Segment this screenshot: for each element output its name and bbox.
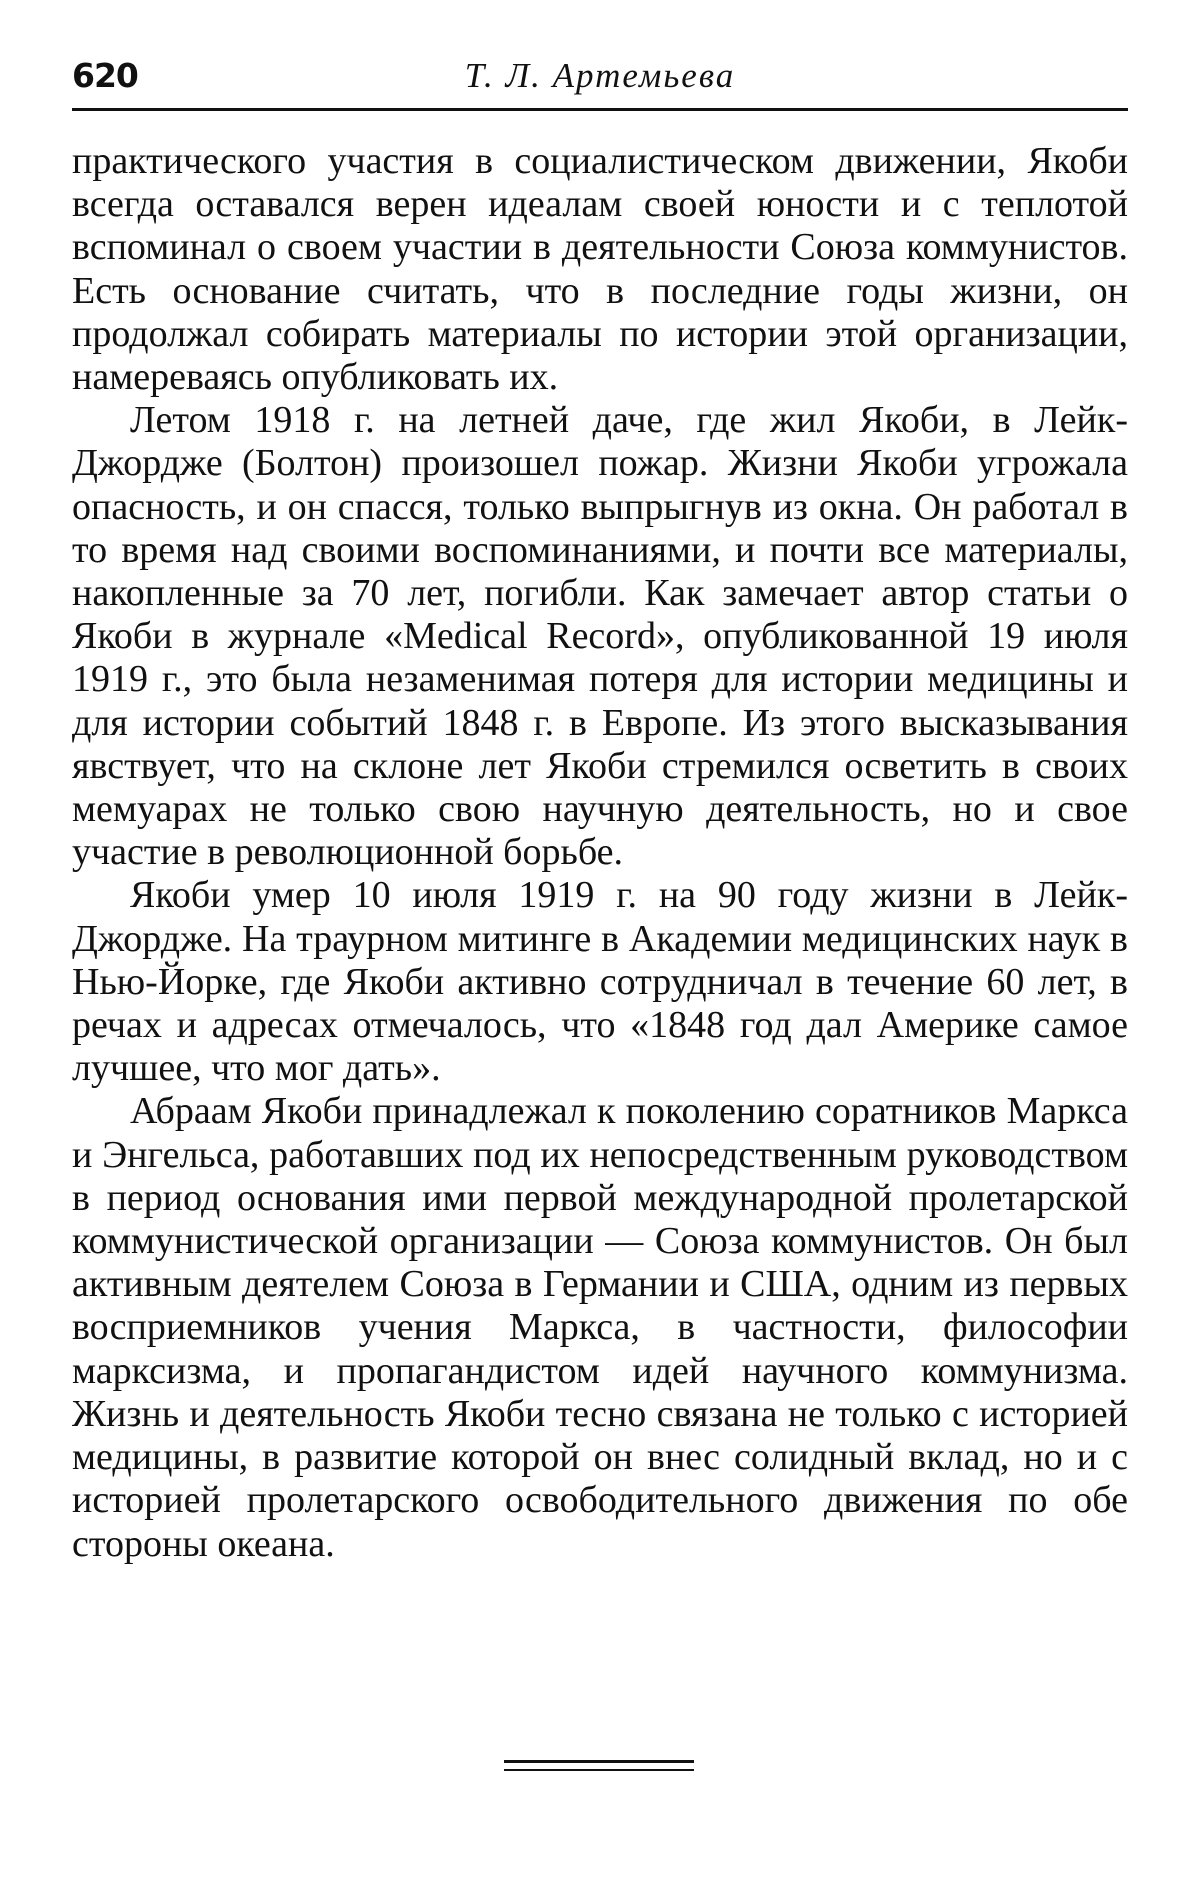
end-ornament-rule [504,1760,694,1771]
paragraph-continued: практического участия в социалистическом движении, Якоби всегда оставался верен идеалам своей юности и с теплотой вспоминал о своем участии в деятельности Союза коммунистов. Есть основание считать, что в последние годы жизни, он продолжал собирать материалы по истории этой организации, намереваясь опубликовать их. [72,140,1128,399]
running-head-author: Т. Л. Артемьева [464,56,736,95]
header-rule [72,108,1128,111]
end-rule-line-bottom [504,1769,694,1771]
page-header [72,40,1128,110]
paragraph-conclusion: Абраам Якоби принадлежал к поколению соратников Маркса и Энгельса, работавших под их непосредственным руководством в период основания ими первой международной пролетарской коммунистической организации — Союза коммунистов. Он был активным деятелем Союза в Германии и США, одним из первых восприемников учения Маркса, в частности, философии марксизма, и пропагандистом идей научного коммунизма. Жизнь и деятельность Якоби тесно связана не только с историей медицины, в развитие которой он внес солидный вклад, но и с историей пролетарского освободительного движения по обе стороны океана. [72,1090,1128,1565]
body-text [72,140,1128,1566]
end-rule-line-top [504,1760,694,1763]
page-number: 620 [72,56,138,95]
paragraph-fire: Летом 1918 г. на летней даче, где жил Якоби, в Лейк-Джордже (Болтон) произошел пожар. Жизни Якоби угрожала опасность, и он спасся, только выпрыгнув из окна. Он работал в то время над своими воспоминаниями, и почти все материалы, накопленные за 70 лет, погибли. Как замечает автор статьи о Якоби в журнале «Medical Record», опубликованной 19 июля 1919 г., это была незаменимая потеря для истории медицины и для истории событий 1848 г. в Европе. Из этого высказывания явствует, что на склоне лет Якоби стремился осветить в своих мемуарах не только свою научную деятельность, но и свое участие в революционной борьбе. [72,399,1128,874]
paragraph-death: Якоби умер 10 июля 1919 г. на 90 году жизни в Лейк-Джордже. На траурном митинге в Академии медицинских наук в Нью-Йорке, где Якоби активно сотрудничал в течение 60 лет, в речах и адресах отмечалось, что «1848 год дал Америке самое лучшее, что мог дать». [72,874,1128,1090]
book-page [72,40,1128,1860]
